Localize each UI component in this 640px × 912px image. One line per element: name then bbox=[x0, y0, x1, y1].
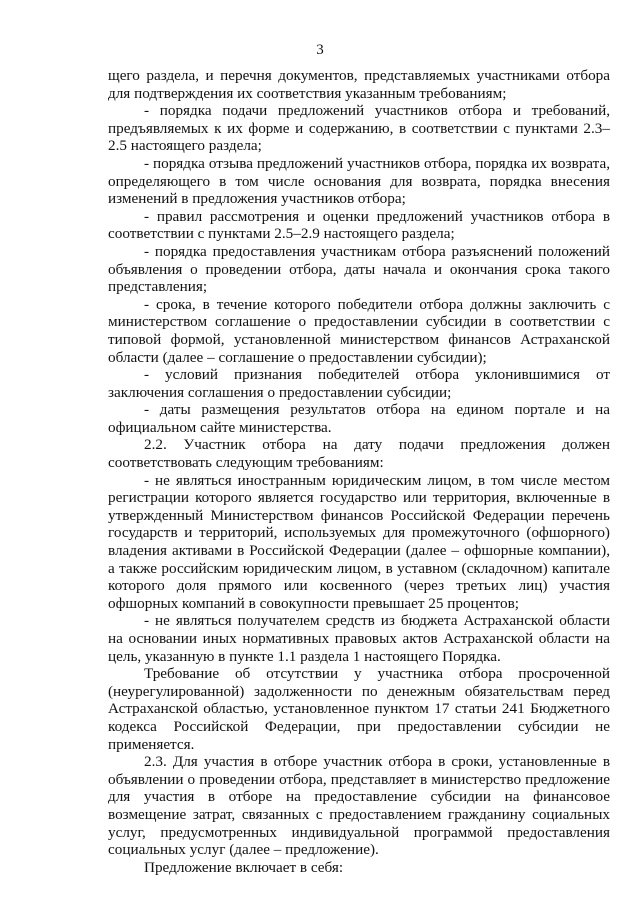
list-item-withdrawal-procedure: - порядка отзыва предложений участников отбора, порядка их возврата, определяющего в том числе основания для возврата, порядка внесения изменений в предложения участников отбора; bbox=[108, 154, 610, 208]
page-number: 3 bbox=[316, 42, 324, 58]
list-item-submission-procedure: - порядка подачи предложений участников отбора и требований, предъявляемых к их форме и содержанию, в соответствии с пунктами 2.3–2.5 настоящего раздела; bbox=[108, 102, 610, 155]
requirement-not-foreign-entity: - не являться иностранным юридическим лицом, в том числе местом регистрации которого является государство или территория, включенные в утвержденный Министерством финансов Российской Федерации перечень государств и территорий, используемых для промежуточного (офшорного) владения активами в Российской Федерации (далее – офшорные компании), а также российским юридическим лицом, в уставном (складочном) капитале которого доля прямого или косвенного (через третьих лиц) участия офшорных компаний в совокупности превышает 25 процентов; bbox=[108, 471, 610, 612]
proposal-includes-paragraph: Предложение включает в себя: bbox=[144, 858, 344, 876]
list-item-clarifications: - порядка предоставления участникам отбора разъяснений положений объявления о проведении отбора, даты начала и окончания срока такого представления; bbox=[108, 242, 610, 296]
section-2-2-paragraph: 2.2. Участник отбора на дату подачи предложения должен соответствовать следующим требованиям: bbox=[108, 436, 610, 472]
list-item-results-date: - даты размещения результатов отбора на едином портале и на официальном сайте министерства. bbox=[108, 401, 610, 436]
list-item-evasion-conditions: - условий признания победителей отбора уклонившимися от заключения соглашения о предоставлении субсидии; bbox=[108, 366, 610, 401]
document-body bbox=[108, 67, 610, 876]
section-2-3-paragraph: 2.3. Для участия в отборе участник отбора в сроки, установленные в объявлении о проведении отбора, представляет в министерство предложение для участия в отборе на предоставление субсидии на финансовое возмещение затрат, связанных с предоставлением гражданину социальных услуг, предусмотренных индивидуальной программой предоставления социальных услуг (далее – предложение). bbox=[108, 753, 610, 859]
paragraph-continuation: щего раздела, и перечня документов, представляемых участниками отбора для подтверждения их соответствия указанным требованиям; bbox=[108, 67, 610, 102]
debt-requirement-paragraph: Требование об отсутствии у участника отбора просроченной (неурегулированной) задолженности по денежным обязательствам перед Астраханской областью, установленное пунктом 17 статьи 241 Бюджетного кодекса Российской Федерации, при предоставлении субсидии не применяется. bbox=[108, 665, 610, 753]
list-item-review-rules: - правил рассмотрения и оценки предложений участников отбора в соответствии с пунктами 2.5–2.9 настоящего раздела; bbox=[108, 207, 610, 243]
list-item-agreement-term: - срока, в течение которого победители отбора должны заключить с министерством соглашение о предоставлении субсидии в соответствии с типовой формой, установленной министерством финансов Астраханской области (далее – соглашение о предоставлении субсидии); bbox=[108, 295, 610, 366]
requirement-not-budget-recipient: - не являться получателем средств из бюджета Астраханской области на основании иных нормативных правовых актов Астраханской области на цель, указанную в пункте 1.1 раздела 1 настоящего Порядка. bbox=[108, 612, 610, 665]
